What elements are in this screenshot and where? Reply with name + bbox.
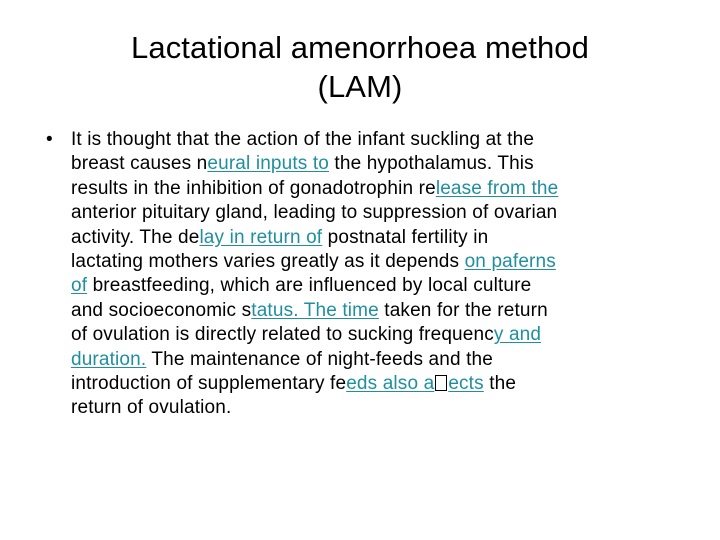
paragraph-line xyxy=(71,128,686,152)
title-line-2: (LAM) xyxy=(317,69,403,104)
body-text: breast causes n xyxy=(71,153,208,175)
paragraph-line xyxy=(71,152,686,176)
paragraph-line xyxy=(71,372,686,396)
hyperlink-text[interactable]: tatus. The time xyxy=(251,299,379,321)
body-text: It is thought that the action of the infant suckling at the xyxy=(71,129,535,150)
body-text: return of ovulation. xyxy=(71,397,232,419)
hyperlink-text[interactable]: lease from the xyxy=(435,177,559,199)
hyperlink-text[interactable]: y and xyxy=(493,324,542,346)
paragraph-line xyxy=(71,274,686,298)
body-text: taken for the return xyxy=(378,299,548,321)
hyperlink-text[interactable]: eural inputs to xyxy=(207,153,329,175)
bullet-dot-icon: • xyxy=(46,129,53,150)
missing-glyph-icon xyxy=(435,375,447,391)
body-text: the hypothalamus. This xyxy=(329,153,534,175)
body-text: the xyxy=(483,373,517,395)
paragraph-line xyxy=(71,396,686,420)
paragraph-line xyxy=(71,299,686,323)
hyperlink-text[interactable]: of xyxy=(71,275,88,297)
body-text: anterior pituitary gland, leading to suppression of ovarian xyxy=(71,202,558,224)
body-text: results in the inhibition of gonadotrophin re xyxy=(71,177,436,199)
body-text: lactating mothers varies greatly as it depends xyxy=(71,251,465,273)
body-text: breastfeeding, which are influenced by local culture xyxy=(87,275,532,297)
paragraph-line xyxy=(71,348,686,372)
title-line-1: Lactational amenorrhoea method xyxy=(131,30,589,65)
body-text: activity. The de xyxy=(71,226,200,248)
body-text: and socioeconomic s xyxy=(71,299,252,321)
hyperlink-text[interactable]: ects xyxy=(448,373,484,395)
slide-title xyxy=(0,28,720,106)
hyperlink-text[interactable]: lay in return of xyxy=(199,226,323,248)
body-text: postnatal fertility in xyxy=(322,226,489,248)
bullet-paragraph xyxy=(71,128,686,421)
hyperlink-text[interactable]: duration. xyxy=(71,348,147,370)
paragraph-line xyxy=(71,226,686,250)
hyperlink-text[interactable]: eds also a xyxy=(346,373,435,395)
body-text: introduction of supplementary fe xyxy=(71,373,347,395)
body-text: The maintenance of night-feeds and the xyxy=(146,348,493,370)
hyperlink-text[interactable]: on paferns xyxy=(464,251,556,273)
paragraph-line xyxy=(71,201,686,225)
paragraph-line xyxy=(71,250,686,274)
bullet-item xyxy=(46,128,686,421)
paragraph-line xyxy=(71,323,686,347)
body-text: of ovulation is directly related to sucking frequenc xyxy=(71,324,494,346)
paragraph-line xyxy=(71,177,686,201)
bullet-list xyxy=(46,128,686,421)
